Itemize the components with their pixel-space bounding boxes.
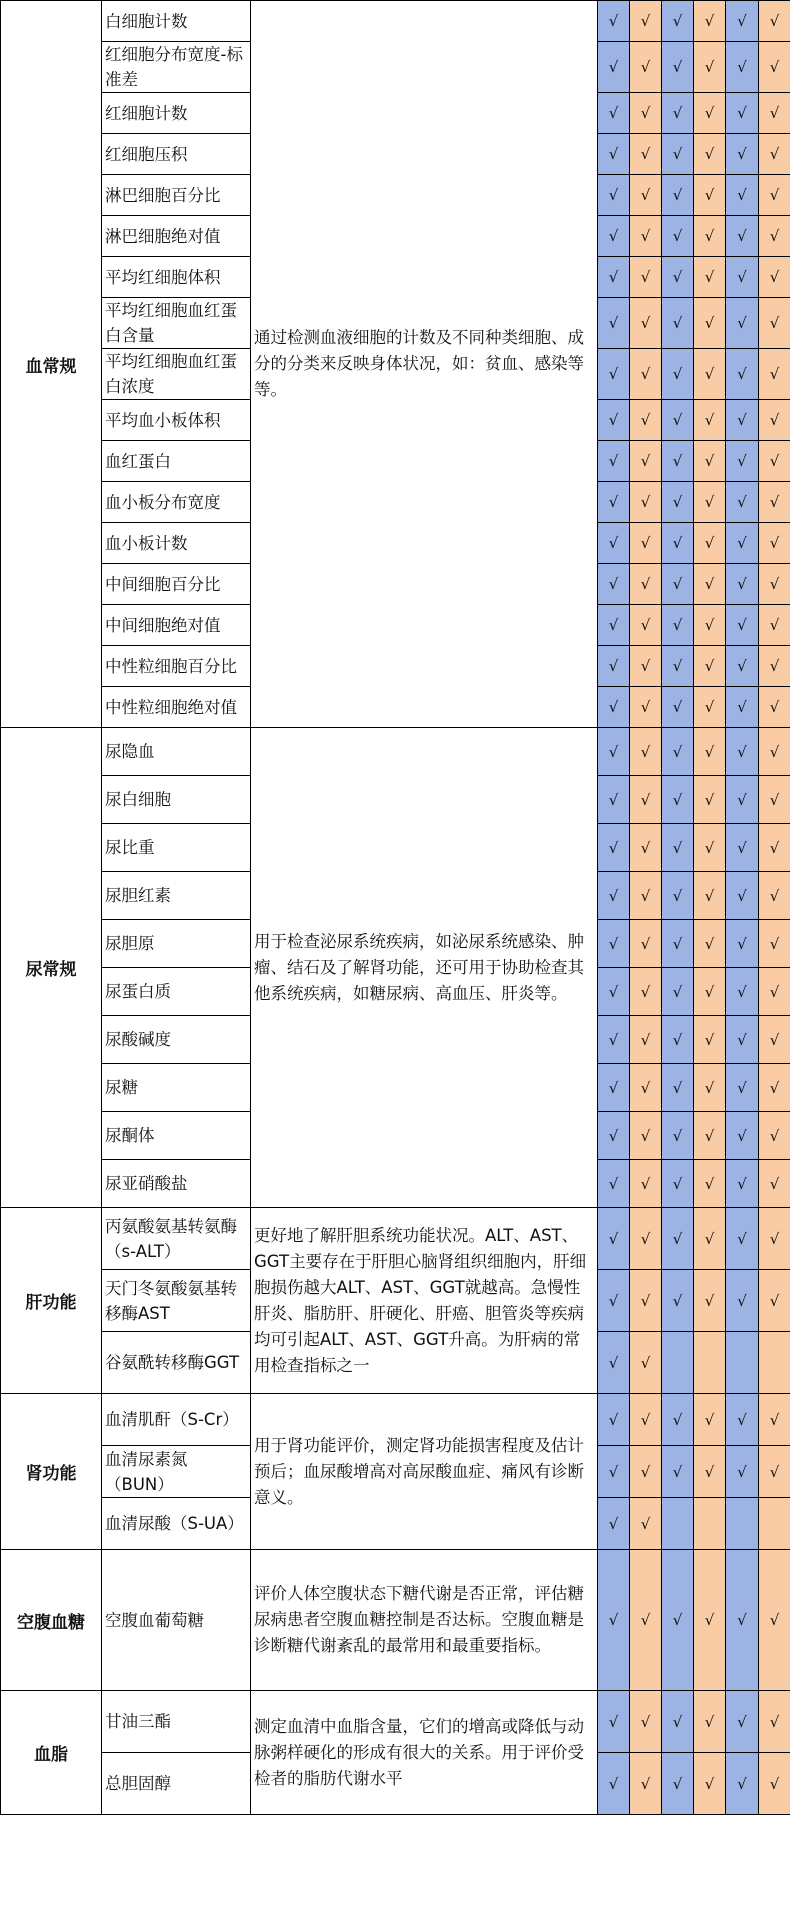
package-check-cell: √ [630, 1160, 662, 1208]
package-check-cell: √ [662, 1112, 694, 1160]
package-check-cell: √ [630, 441, 662, 482]
package-check-cell: √ [759, 1064, 790, 1112]
package-check-cell: √ [630, 257, 662, 298]
package-check-cell: √ [726, 349, 759, 400]
package-check-cell: √ [630, 134, 662, 175]
item-name-cell: 血清尿酸（S-UA） [102, 1498, 251, 1550]
item-name-cell: 尿酮体 [102, 1112, 251, 1160]
package-check-cell: √ [598, 1691, 630, 1753]
package-check-cell: √ [759, 175, 790, 216]
package-check-cell: √ [662, 687, 694, 728]
package-check-cell: √ [694, 1753, 726, 1815]
package-check-cell: √ [694, 776, 726, 824]
package-check-cell: √ [662, 824, 694, 872]
package-check-cell: √ [630, 1064, 662, 1112]
item-name-cell: 血红蛋白 [102, 441, 251, 482]
package-check-cell: √ [598, 564, 630, 605]
category-cell: 肾功能 [1, 1394, 102, 1550]
item-name-cell: 平均红细胞血红蛋白浓度 [102, 349, 251, 400]
package-check-cell: √ [662, 349, 694, 400]
package-check-cell: √ [694, 1016, 726, 1064]
package-check-cell: √ [726, 920, 759, 968]
package-check-cell: √ [726, 400, 759, 441]
package-check-cell: √ [759, 1, 790, 42]
package-check-cell: √ [726, 1016, 759, 1064]
package-check-cell: √ [598, 776, 630, 824]
package-check-cell: √ [759, 564, 790, 605]
package-check-cell: √ [694, 687, 726, 728]
package-check-cell: √ [630, 776, 662, 824]
package-check-cell: √ [694, 216, 726, 257]
package-check-cell: √ [759, 1691, 790, 1753]
package-check-cell: √ [598, 523, 630, 564]
package-check-cell: √ [726, 441, 759, 482]
package-check-cell: √ [662, 1270, 694, 1332]
package-check-cell: √ [694, 728, 726, 776]
package-check-cell: √ [662, 400, 694, 441]
package-check-cell: √ [726, 1, 759, 42]
package-check-cell: √ [662, 1446, 694, 1498]
package-check-cell: √ [726, 216, 759, 257]
item-name-cell: 平均血小板体积 [102, 400, 251, 441]
package-check-cell: √ [694, 1394, 726, 1446]
package-check-cell [726, 1332, 759, 1394]
package-check-cell [694, 1498, 726, 1550]
package-check-cell: √ [598, 1112, 630, 1160]
package-check-cell: √ [662, 134, 694, 175]
package-check-cell: √ [694, 872, 726, 920]
package-check-cell: √ [598, 824, 630, 872]
package-check-cell: √ [598, 1446, 630, 1498]
item-name-cell: 白细胞计数 [102, 1, 251, 42]
package-check-cell: √ [694, 298, 726, 349]
package-check-cell: √ [694, 523, 726, 564]
package-check-cell: √ [598, 1160, 630, 1208]
package-check-cell: √ [726, 42, 759, 93]
package-check-cell: √ [662, 605, 694, 646]
package-check-cell: √ [598, 1, 630, 42]
package-check-cell: √ [662, 1394, 694, 1446]
category-cell: 空腹血糖 [1, 1550, 102, 1691]
description-cell: 用于检查泌尿系统疾病，如泌尿系统感染、肿瘤、结石及了解肾功能，还可用于协助检查其他系统疾病，如糖尿病、高血压、肝炎等。 [251, 728, 598, 1208]
package-check-cell: √ [759, 1550, 790, 1691]
package-check-cell: √ [598, 968, 630, 1016]
package-check-cell: √ [598, 482, 630, 523]
package-check-cell: √ [759, 646, 790, 687]
package-check-cell: √ [759, 441, 790, 482]
package-check-cell [662, 1498, 694, 1550]
package-check-cell: √ [726, 687, 759, 728]
package-check-cell: √ [759, 298, 790, 349]
package-check-cell: √ [630, 216, 662, 257]
category-cell: 肝功能 [1, 1208, 102, 1394]
item-name-cell: 中性粒细胞百分比 [102, 646, 251, 687]
package-check-cell: √ [694, 93, 726, 134]
package-check-cell: √ [759, 1160, 790, 1208]
package-check-cell: √ [759, 216, 790, 257]
package-check-cell: √ [662, 646, 694, 687]
package-check-cell: √ [630, 824, 662, 872]
package-check-cell: √ [630, 1550, 662, 1691]
description-cell: 更好地了解肝胆系统功能状况。ALT、AST、GGT主要存在于肝胆心脑肾组织细胞内，肝细胞损伤越大ALT、AST、GGT就越高。急慢性肝炎、脂肪肝、肝硬化、肝癌、胆管炎等疾病均可引起ALT、AST、GGT升高。为肝病的常用检查指标之一 [251, 1208, 598, 1394]
package-check-cell: √ [694, 134, 726, 175]
package-check-cell: √ [662, 175, 694, 216]
package-check-cell: √ [759, 1394, 790, 1446]
package-check-cell: √ [726, 646, 759, 687]
package-check-cell: √ [662, 1691, 694, 1753]
item-name-cell: 尿白细胞 [102, 776, 251, 824]
package-check-cell: √ [662, 920, 694, 968]
package-check-cell: √ [598, 646, 630, 687]
package-check-cell: √ [598, 441, 630, 482]
package-check-cell: √ [759, 920, 790, 968]
package-check-cell: √ [598, 400, 630, 441]
package-check-cell: √ [759, 728, 790, 776]
package-check-cell: √ [759, 93, 790, 134]
package-check-cell: √ [630, 175, 662, 216]
package-check-cell: √ [598, 175, 630, 216]
package-check-cell: √ [630, 1498, 662, 1550]
item-name-cell: 尿亚硝酸盐 [102, 1160, 251, 1208]
package-check-cell: √ [662, 564, 694, 605]
package-check-cell: √ [694, 42, 726, 93]
package-check-cell: √ [630, 564, 662, 605]
package-check-cell: √ [759, 1208, 790, 1270]
package-check-cell: √ [662, 216, 694, 257]
package-check-cell: √ [726, 1064, 759, 1112]
package-check-cell: √ [630, 872, 662, 920]
item-name-cell: 中间细胞百分比 [102, 564, 251, 605]
package-check-cell: √ [598, 1064, 630, 1112]
package-check-cell: √ [662, 257, 694, 298]
package-check-cell: √ [662, 1160, 694, 1208]
package-check-cell: √ [726, 968, 759, 1016]
item-name-cell: 血小板计数 [102, 523, 251, 564]
package-check-cell: √ [598, 1332, 630, 1394]
package-check-cell: √ [759, 1016, 790, 1064]
package-check-cell: √ [694, 257, 726, 298]
package-check-cell: √ [694, 482, 726, 523]
package-check-cell: √ [630, 349, 662, 400]
package-check-cell: √ [630, 523, 662, 564]
package-check-cell [759, 1332, 790, 1394]
package-check-cell: √ [694, 441, 726, 482]
package-check-cell: √ [759, 482, 790, 523]
package-check-cell: √ [759, 134, 790, 175]
category-cell: 血脂 [1, 1691, 102, 1815]
package-check-cell: √ [726, 1753, 759, 1815]
package-check-cell: √ [694, 1446, 726, 1498]
package-check-cell: √ [630, 687, 662, 728]
package-check-cell: √ [694, 920, 726, 968]
package-check-cell: √ [726, 1160, 759, 1208]
package-check-cell: √ [759, 687, 790, 728]
package-check-cell: √ [630, 1753, 662, 1815]
package-check-cell: √ [662, 1, 694, 42]
package-check-cell: √ [694, 1550, 726, 1691]
item-name-cell: 中间细胞绝对值 [102, 605, 251, 646]
package-check-cell: √ [598, 1550, 630, 1691]
package-check-cell: √ [726, 298, 759, 349]
item-name-cell: 红细胞压积 [102, 134, 251, 175]
item-name-cell: 尿隐血 [102, 728, 251, 776]
package-check-cell: √ [662, 482, 694, 523]
package-check-cell: √ [630, 93, 662, 134]
package-check-cell: √ [726, 1270, 759, 1332]
package-check-cell [662, 1332, 694, 1394]
package-check-cell: √ [759, 42, 790, 93]
package-check-cell: √ [726, 824, 759, 872]
package-check-cell: √ [694, 824, 726, 872]
package-check-cell: √ [694, 646, 726, 687]
package-check-cell: √ [726, 1550, 759, 1691]
item-name-cell: 红细胞计数 [102, 93, 251, 134]
package-check-cell: √ [759, 1446, 790, 1498]
package-check-cell: √ [662, 776, 694, 824]
package-check-cell: √ [759, 349, 790, 400]
package-check-cell: √ [662, 1208, 694, 1270]
package-check-cell: √ [630, 920, 662, 968]
package-check-cell: √ [630, 1691, 662, 1753]
item-name-cell: 血清尿素氮（BUN） [102, 1446, 251, 1498]
package-check-cell: √ [598, 298, 630, 349]
item-name-cell: 红细胞分布宽度-标准差 [102, 42, 251, 93]
package-check-cell: √ [662, 872, 694, 920]
item-name-cell: 平均红细胞体积 [102, 257, 251, 298]
package-check-cell: √ [726, 523, 759, 564]
item-name-cell: 尿糖 [102, 1064, 251, 1112]
category-cell: 血常规 [1, 1, 102, 728]
package-check-cell: √ [630, 1394, 662, 1446]
table-row [1, 728, 790, 776]
package-check-cell: √ [630, 1446, 662, 1498]
package-check-cell: √ [726, 776, 759, 824]
package-check-cell: √ [630, 1208, 662, 1270]
package-check-cell: √ [759, 1753, 790, 1815]
item-name-cell: 尿蛋白质 [102, 968, 251, 1016]
table-row [1, 1208, 790, 1270]
item-name-cell: 空腹血葡萄糖 [102, 1550, 251, 1691]
package-check-cell: √ [662, 1550, 694, 1691]
package-check-cell: √ [598, 687, 630, 728]
package-check-cell: √ [759, 257, 790, 298]
package-check-cell: √ [694, 1691, 726, 1753]
category-cell: 尿常规 [1, 728, 102, 1208]
package-check-cell: √ [630, 728, 662, 776]
package-check-cell: √ [662, 1016, 694, 1064]
table-row [1, 1, 790, 42]
package-check-cell: √ [694, 1208, 726, 1270]
package-check-cell: √ [694, 1270, 726, 1332]
package-check-cell: √ [694, 1, 726, 42]
package-check-cell: √ [726, 1691, 759, 1753]
item-name-cell: 尿胆红素 [102, 872, 251, 920]
item-name-cell: 丙氨酸氨基转氨酶（s-ALT） [102, 1208, 251, 1270]
package-check-cell: √ [759, 872, 790, 920]
package-check-cell: √ [662, 1064, 694, 1112]
package-check-cell: √ [726, 872, 759, 920]
package-check-cell: √ [598, 216, 630, 257]
package-check-cell [694, 1332, 726, 1394]
package-check-cell: √ [726, 134, 759, 175]
package-check-cell: √ [759, 1270, 790, 1332]
description-cell: 测定血清中血脂含量，它们的增高或降低与动脉粥样硬化的形成有很大的关系。用于评价受检者的脂肪代谢水平 [251, 1691, 598, 1815]
package-check-cell: √ [598, 605, 630, 646]
package-check-cell: √ [630, 42, 662, 93]
package-check-cell: √ [662, 728, 694, 776]
package-check-cell: √ [598, 134, 630, 175]
package-check-cell: √ [726, 175, 759, 216]
package-check-cell: √ [759, 400, 790, 441]
item-name-cell: 淋巴细胞百分比 [102, 175, 251, 216]
package-check-cell: √ [726, 1208, 759, 1270]
package-check-cell: √ [726, 728, 759, 776]
item-name-cell: 尿比重 [102, 824, 251, 872]
package-check-cell: √ [759, 968, 790, 1016]
table-row [1, 1691, 790, 1753]
package-check-cell: √ [726, 257, 759, 298]
package-check-cell: √ [694, 1064, 726, 1112]
package-check-cell: √ [598, 872, 630, 920]
package-check-cell: √ [694, 175, 726, 216]
item-name-cell: 尿胆原 [102, 920, 251, 968]
table-body [1, 1, 790, 1815]
package-check-cell: √ [694, 349, 726, 400]
package-check-cell: √ [630, 1270, 662, 1332]
item-name-cell: 尿酸碱度 [102, 1016, 251, 1064]
item-name-cell: 血清肌酐（S-Cr） [102, 1394, 251, 1446]
item-name-cell: 淋巴细胞绝对值 [102, 216, 251, 257]
description-cell: 用于肾功能评价，测定肾功能损害程度及估计预后；血尿酸增高对高尿酸血症、痛风有诊断意义。 [251, 1394, 598, 1550]
package-check-cell: √ [630, 482, 662, 523]
package-check-cell: √ [726, 605, 759, 646]
item-name-cell: 谷氨酰转移酶GGT [102, 1332, 251, 1394]
package-check-cell: √ [662, 1753, 694, 1815]
package-check-cell: √ [694, 1112, 726, 1160]
description-cell: 评价人体空腹状态下糖代谢是否正常，评估糖尿病患者空腹血糖控制是否达标。空腹血糖是诊断糖代谢紊乱的最常用和最重要指标。 [251, 1550, 598, 1691]
table-row [1, 1550, 790, 1691]
package-check-cell: √ [662, 523, 694, 564]
package-check-cell: √ [694, 605, 726, 646]
package-check-cell: √ [598, 42, 630, 93]
package-check-cell [726, 1498, 759, 1550]
package-check-cell: √ [598, 920, 630, 968]
item-name-cell: 天门冬氨酸氨基转移酶AST [102, 1270, 251, 1332]
package-check-cell: √ [630, 1112, 662, 1160]
item-name-cell: 平均红细胞血红蛋白含量 [102, 298, 251, 349]
package-check-cell: √ [598, 93, 630, 134]
package-check-cell [759, 1498, 790, 1550]
item-name-cell: 甘油三酯 [102, 1691, 251, 1753]
package-check-cell: √ [598, 257, 630, 298]
package-check-cell: √ [694, 1160, 726, 1208]
description-cell: 通过检测血液细胞的计数及不同种类细胞、成分的分类来反映身体状况，如：贫血、感染等等。 [251, 1, 598, 728]
package-check-cell: √ [598, 728, 630, 776]
package-check-cell: √ [726, 1394, 759, 1446]
package-check-cell: √ [759, 824, 790, 872]
package-check-cell: √ [759, 776, 790, 824]
package-check-cell: √ [694, 564, 726, 605]
package-check-cell: √ [694, 400, 726, 441]
package-check-cell: √ [759, 523, 790, 564]
package-check-cell: √ [630, 1332, 662, 1394]
package-check-cell: √ [630, 646, 662, 687]
package-check-cell: √ [662, 42, 694, 93]
package-check-cell: √ [630, 968, 662, 1016]
package-check-cell: √ [759, 1112, 790, 1160]
package-check-cell: √ [726, 1446, 759, 1498]
package-check-cell: √ [662, 298, 694, 349]
package-check-cell: √ [662, 93, 694, 134]
item-name-cell: 中性粒细胞绝对值 [102, 687, 251, 728]
package-check-cell: √ [694, 968, 726, 1016]
item-name-cell: 总胆固醇 [102, 1753, 251, 1815]
package-check-cell: √ [726, 482, 759, 523]
package-check-cell: √ [630, 1016, 662, 1064]
package-check-cell: √ [630, 298, 662, 349]
package-check-cell: √ [726, 1112, 759, 1160]
package-check-cell: √ [598, 1016, 630, 1064]
package-check-cell: √ [598, 1270, 630, 1332]
package-check-cell: √ [726, 93, 759, 134]
package-check-cell: √ [662, 441, 694, 482]
package-check-cell: √ [598, 1394, 630, 1446]
package-check-cell: √ [598, 1208, 630, 1270]
package-check-cell: √ [598, 1498, 630, 1550]
table-row [1, 1394, 790, 1446]
package-check-cell: √ [759, 605, 790, 646]
package-check-cell: √ [630, 1, 662, 42]
package-check-cell: √ [630, 605, 662, 646]
item-name-cell: 血小板分布宽度 [102, 482, 251, 523]
package-check-cell: √ [662, 968, 694, 1016]
package-check-cell: √ [598, 1753, 630, 1815]
package-check-cell: √ [598, 349, 630, 400]
package-check-cell: √ [726, 564, 759, 605]
package-check-cell: √ [630, 400, 662, 441]
